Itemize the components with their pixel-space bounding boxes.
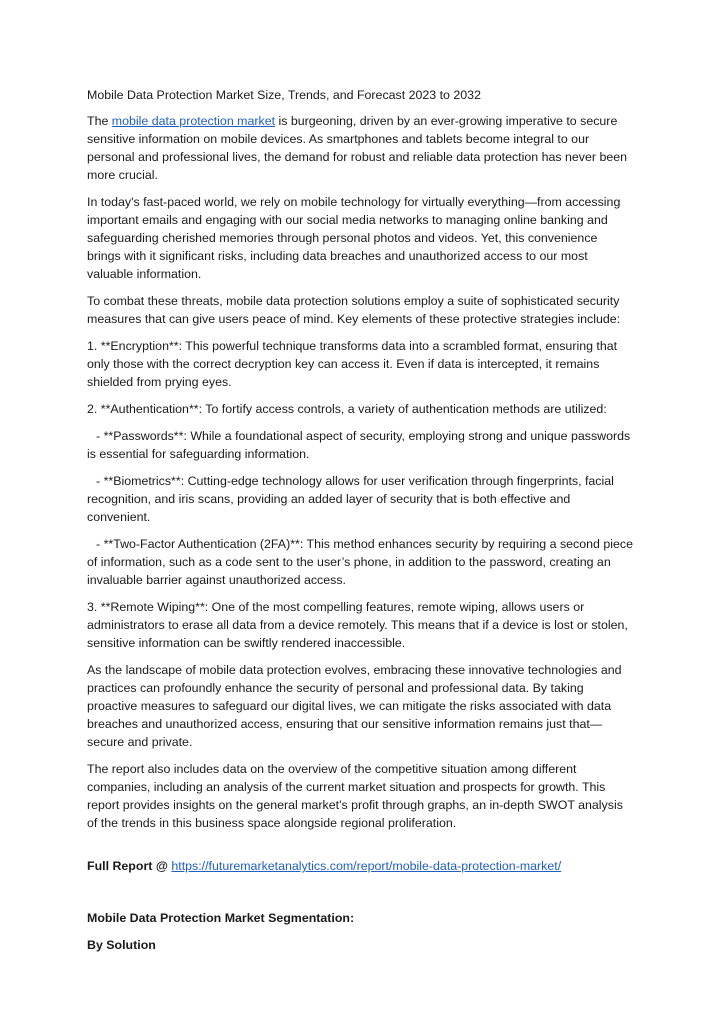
list-item-remote-wiping: 3. **Remote Wiping**: One of the most compelling features, remote wiping, allows users or administrators to erase all data from a device remotely. This means that if a device is lost or stolen, sensitive information can be swiftly rendered inaccessible.: [87, 600, 628, 650]
market-link[interactable]: mobile data protection market: [111, 114, 276, 128]
sub-item-biometrics: - **Biometrics**: Cutting-edge technology allows for user verification through fingerprints, facial recognition, and iris scans, providing an added layer of security that is both effective and convenient.: [87, 474, 614, 524]
report-paragraph: The report also includes data on the overview of the competitive situation among different companies, including an analysis of the current market situation and prospects for growth. This report provides insights on the general market's profit through graphs, an in-depth SWOT analysis of the trends in this business space alongside regional proliferation.: [87, 762, 623, 830]
list-item-authentication: 2. **Authentication**: To fortify access controls, a variety of authentication methods are utilized:: [87, 402, 607, 416]
sub-item-passwords: - **Passwords**: While a foundational aspect of security, employing strong and unique passwords is essential for safeguarding information.: [87, 429, 631, 461]
context-paragraph: In today's fast-paced world, we rely on mobile technology for virtually everything—from accessing important emails and engaging with our social media networks to managing online banking and safeguarding cherished memories through personal photos and videos. Yet, this convenience brings with it significant risks, including data breaches and unauthorized access to our most valuable information.: [87, 195, 621, 281]
list-item-encryption: 1. **Encryption**: This powerful technique transforms data into a scrambled format, ensuring that only those with the correct decryption key can access it. Even if data is intercepted, it remains shielded from prying eyes.: [87, 339, 618, 389]
intro-paragraph: [87, 112, 634, 184]
full-report-link[interactable]: https://futuremarketanalytics.com/report/mobile-data-protection-market/: [171, 859, 562, 873]
document-title: Mobile Data Protection Market Size, Trends, and Forecast 2023 to 2032: [87, 88, 481, 102]
full-report-line: [87, 857, 634, 875]
sub-item-2fa: - **Two-Factor Authentication (2FA)**: This method enhances security by requiring a second piece of information, such as a code sent to the user’s phone, in addition to the password, creating an invaluable barrier against unauthorized access.: [87, 537, 633, 587]
intro-suffix: is burgeoning, driven by an ever-growing imperative to secure sensitive information on mobile devices. As smartphones and tablets become integral to our personal and professional lives, the demand for robust and reliable data protection has never been more crucial.: [87, 114, 628, 182]
by-solution-heading: By Solution: [87, 938, 156, 952]
intro-prefix: The: [87, 114, 112, 128]
segmentation-heading: Mobile Data Protection Market Segmentation:: [87, 911, 355, 925]
landscape-paragraph: As the landscape of mobile data protection evolves, embracing these innovative technologies and practices can profoundly enhance the security of personal and professional data. By taking proactive measures to safeguard our digital lives, we can mitigate the risks associated with data breaches and unauthorized access, ensuring that our sensitive information remains just that—secure and private.: [87, 663, 622, 749]
full-report-label: Full Report @: [87, 859, 172, 873]
measures-paragraph: To combat these threats, mobile data protection solutions employ a suite of sophisticated security measures that can give users peace of mind. Key elements of these protective strategies include:: [87, 294, 621, 326]
